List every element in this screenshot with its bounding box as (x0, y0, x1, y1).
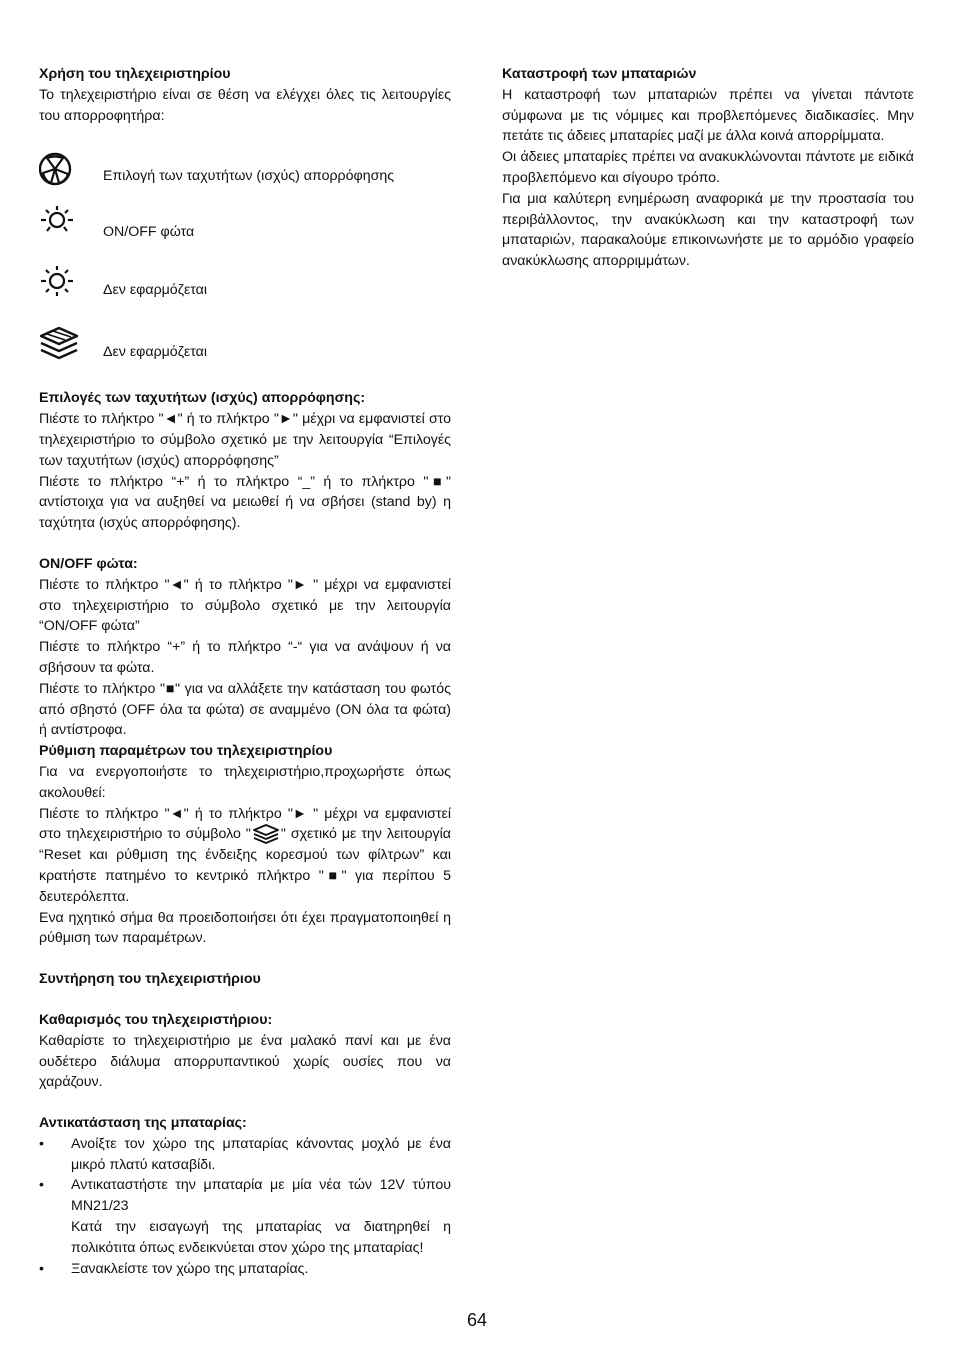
section-title-battery: Αντικατάσταση της μπαταρίας: (39, 1115, 247, 1132)
disposal-text-3: Για μια καλύτερη ενημέρωση αναφορικά με την προστασία του περιβάλλοντος, την ανακύκλωση και την καταστροφή των μπαταριών, παρακαλούμε επικοινωνήστε με το αρμόδιο γραφείο ανακύκλωσης απορριμμάτων. (502, 190, 914, 270)
icon-label-filter: Δεν εφαρμόζεται (103, 344, 208, 361)
page-number: 64 (466, 1310, 488, 1330)
list-item (39, 1134, 451, 1176)
bullet-icon: • (39, 1260, 44, 1277)
speeds-text-2: Πιέστε το πλήκτρο “+” ή το πλήκτρο “_” ή το πλήκτρο "■" αντίστοιχα για να αυξηθεί να μειωθεί ή να σβήσει (stand by) η ταχύτητα (ισχύς απορρόφησης). (39, 473, 451, 532)
section-title-params: Ρύθμιση παραμέτρων του τηλεχειριστηρίου (39, 743, 333, 760)
bullet-icon: • (39, 1177, 44, 1194)
light-half-icon (39, 206, 79, 244)
icon-label-light-onoff: ON/OFF φώτα (103, 224, 195, 241)
icon-label-light-na: Δεν εφαρμόζεται (103, 282, 208, 299)
battery-step-1: Ανοίξτε τον χώρο της μπαταρίας κάνοντας μοχλό με ένα μικρό πλατύ κατσαβίδι. (71, 1135, 451, 1173)
section-title-cleaning: Καθαρισμός του τηλεχειριστήριου: (39, 1011, 273, 1028)
remote-use-text: Το τηλεχειριστήριο είναι σε θέση να ελέγχει όλες τις λειτουργίες του απορροφητήρα: (39, 86, 451, 124)
section-title-lights: ON/OFF φώτα: (39, 555, 138, 572)
params-text-1: Για να ενεργοποιήστε το τηλεχειριστήριο,προχωρήστε όπως ακολουθεί: (39, 763, 451, 801)
section-title-speeds: Επιλογές των ταχυτήτων (ισχύς) απορρόφησης: (39, 390, 366, 407)
icon-row-fan (39, 150, 451, 202)
cleaning-text: Καθαρίστε το τηλεχειριστήριο με ένα μαλακό πανί και με ένα ουδέτερο διάλυμα απορρυπαντικού χωρίς ουσίες που να χαράζουν. (39, 1032, 451, 1091)
battery-step-3: Ξανακλείστε τον χώρο της μπαταρίας. (71, 1260, 309, 1277)
icon-row-light-onoff (39, 206, 451, 258)
params-text-2 (39, 804, 451, 908)
bullet-icon: • (39, 1135, 44, 1152)
filter-layers-icon (39, 326, 79, 364)
battery-steps-list (39, 1134, 451, 1280)
left-column (39, 64, 451, 1279)
icon-row-light-na (39, 264, 451, 316)
params-text-3: Ενα ηχητικό σήμα θα προειδοποιήσει ότι έχει πραγματοποιηθεί η ρύθμιση των παραμέτρων. (39, 909, 451, 947)
icon-label-fan: Επιλογή των ταχυτήτων (ισχύς) απορρόφησης (103, 168, 395, 185)
battery-step-2-note: Κατά την εισαγωγή της μπαταρίας να διατηρηθεί η πολικότιτα όπως ενδεικνύεται στον χώρο της μπαταρίας! (71, 1219, 451, 1256)
section-title-remote-use: Χρήση του τηλεχειριστηρίου (39, 66, 231, 82)
disposal-text-2: Οι άδειες μπαταρίες πρέπει να ανακυκλώνονται πάντοτε με ειδικά προβλεπόμενο και σίγουρο τρόπο. (502, 149, 914, 186)
params-text-2b: " σχετικό με την λειτουργία “Reset και ρύθμιση της ένδειξης κορεσμού των φίλτρων” και κρατήστε πατημένο το κεντρικό πλήκτρο "■" για περίπου 5 δευτερόλεπτα. (39, 826, 451, 905)
list-item (39, 1175, 451, 1258)
section-title-disposal: Καταστροφή των μπαταριών (502, 66, 697, 82)
disposal-text-1: Η καταστροφή των μπαταριών πρέπει να γίνεται πάντοτε σύμφωνα με τις νόμιμες και προβλεπόμενες διαδικασίες. Μην πετάτε τις άδειες μπαταρίες μαζί με άλλα κοινά απορρίμματα. (502, 86, 914, 145)
lights-text-3: Πιέστε το πλήκτρο "■" για να αλλάξετε την κατάσταση του φωτός από σβηστό (OFF όλα τα φώτα) σε αναμμένο (ON όλα τα φώτα) ή αντίστροφα. (39, 680, 451, 739)
lights-text-1: Πιέστε το πλήκτρο "◄" ή το πλήκτρο "► " μέχρι να εμφανιστεί στο τηλεχειριστήριο το σύμβολο σχετικό με την λειτουργία “ON/OFF φώτα” (39, 576, 451, 635)
section-title-maintenance: Συντήρηση του τηλεχειριστήριου (39, 971, 261, 988)
right-column (502, 64, 914, 272)
icon-row-filter (39, 326, 451, 378)
list-item (39, 1259, 451, 1280)
params-text-2a: Πιέστε το πλήκτρο "◄" ή το πλήκτρο "► " μέχρι να εμφανιστεί στο τηλεχειριστήριο το σύμβολο " (39, 805, 451, 843)
speeds-text-1: Πιέστε το πλήκτρο "◄" ή το πλήκτρο "►" μέχρι να εμφανιστεί στο τηλεχειριστήριο το σύμβολο σχετικό με την λειτουργία “Επιλογές των ταχυτήτων (ισχύς) απορρόφησης” (39, 411, 451, 469)
fan-icon (39, 150, 79, 188)
battery-step-2: Αντικαταστήστε την μπαταρία με μία νέα τών 12V τύπου MN21/23 (71, 1177, 451, 1215)
light-full-icon (39, 264, 79, 302)
lights-text-2: Πιέστε το πλήκτρο “+” ή το πλήκτρο “-“ για να ανάψουν ή να σβήσουν τα φώτα. (39, 639, 451, 676)
filter-layers-icon (251, 824, 281, 844)
